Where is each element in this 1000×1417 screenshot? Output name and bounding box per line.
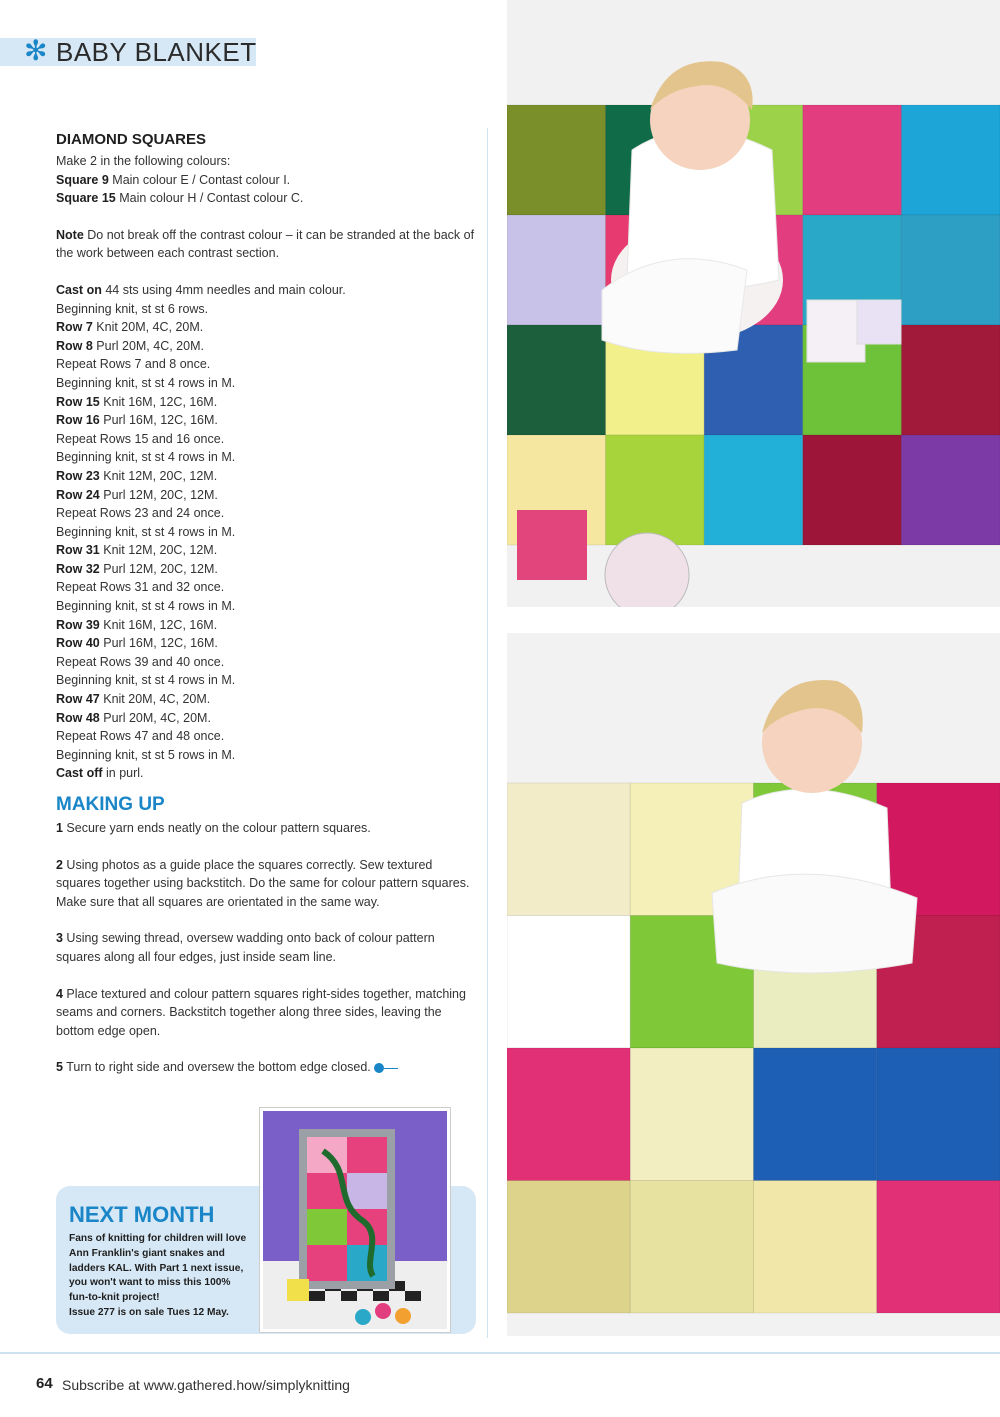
asterisk-icon: ✻ [24,34,48,67]
step-number: 2 [56,857,63,872]
pattern-row [56,523,476,542]
row-label: Row 23 [56,468,100,483]
note-text: Do not break off the contrast colour – it can be stranded at the back of the work between each contrast section. [56,227,475,261]
row-label: Row 47 [56,692,100,707]
blanket-square [630,1048,753,1181]
subscribe-line: Subscribe at www.gathered.how/simplyknitting [62,1377,350,1393]
pattern-row [56,430,476,449]
end-mark-icon [374,1063,384,1073]
step-number: 3 [56,931,63,946]
row-label: Row 48 [56,710,100,725]
row-text: Purl 12M, 20C, 12M. [99,487,218,502]
diamond-squares-title: DIAMOND SQUARES [56,131,207,148]
blanket-square [901,105,1000,215]
row-text: Repeat Rows 23 and 24 once. [56,506,225,521]
note-label: Note [56,227,84,242]
row-text: Knit 12M, 20C, 12M. [99,543,218,558]
pattern-row [56,690,476,709]
end-line [384,1068,398,1069]
row-text: Repeat Rows 39 and 40 once. [56,654,225,669]
row-text: Repeat Rows 15 and 16 once. [56,431,225,446]
step-text: Secure yarn ends neatly on the colour pattern squares. [62,821,371,835]
blanket-square [901,215,1000,325]
next-month-body: Fans of knitting for children will love Ann Franklin's giant snakes and ladders KAL. With Part 1 next issue, you won't want to miss this 100% fun-to-knit project! [69,1233,247,1304]
row-text: Purl 12M, 20C, 12M. [99,561,218,576]
blanket-square [507,1181,630,1314]
pattern-row [56,393,476,412]
making-up-step [56,856,476,912]
making-up-steps [56,819,476,1077]
pattern-row [56,727,476,746]
diamond-intro: Make 2 in the following colours: [56,154,231,168]
pattern-row [56,616,476,635]
row-text: Beginning knit, st st 4 rows in M. [56,524,236,539]
blanket-square [901,435,1000,545]
step-text: Place textured and colour pattern squares right-sides together, matching seams and corners. Backstitch together along three sides, leaving the bottom edge open. [56,986,466,1038]
blanket-square [704,435,803,545]
footer-rule [0,1352,1000,1354]
square-list [56,171,476,208]
row-label: Row 31 [56,543,100,558]
square-spec [56,189,476,208]
blanket-square [507,783,630,916]
column-divider [487,128,488,1338]
blanket-square [877,1181,1000,1314]
row-label: Row 15 [56,394,100,409]
pattern-row [56,318,476,337]
photo-colour-blanket [507,633,1000,1336]
blanket-square [901,325,1000,435]
pattern-row [56,634,476,653]
row-text: Knit 20M, 4C, 20M. [92,320,204,335]
row-text: Repeat Rows 31 and 32 once. [56,580,225,595]
row-text: Beginning knit, st st 4 rows in M. [56,375,236,390]
row-text: Beginning knit, st st 5 rows in M. [56,747,236,762]
blanket-square [507,1048,630,1181]
row-text: Purl 16M, 12C, 16M. [99,413,218,428]
square-label: Square 15 [56,191,116,206]
step-number: 5 [56,1060,63,1075]
blanket-square [606,435,705,545]
note [56,226,476,263]
making-up-step [56,819,476,838]
next-month-title: NEXT MONTH [69,1202,215,1227]
making-up-title: MAKING UP [56,794,165,815]
pattern-row [56,560,476,579]
pattern-row [56,578,476,597]
pattern-row [56,653,476,672]
blanket-square [754,1181,877,1314]
row-label: Row 8 [56,338,93,353]
row-text: in purl. [102,766,144,781]
row-label: Cast on [56,282,102,297]
next-month-text [69,1232,249,1321]
section-title: BABY BLANKET [56,37,257,67]
square-label: Square 9 [56,172,109,187]
row-text: Beginning knit, st st 4 rows in M. [56,673,236,688]
blanket-square [630,1181,753,1314]
step-number: 4 [56,986,63,1001]
step-text: Using sewing thread, oversew wadding onto back of colour pattern squares along all four edges, just inside seam line. [56,931,435,964]
next-month-photo [260,1108,450,1332]
pattern-column [56,130,476,1095]
row-text: Beginning knit, st st 4 rows in M. [56,450,236,465]
pattern-row [56,764,476,783]
step-text: Turn to right side and oversew the bottom edge closed. [62,1060,371,1075]
square-text: Main colour H / Contast colour C. [115,191,304,206]
pattern-row [56,486,476,505]
row-text: Beginning knit, st st 4 rows in M. [56,599,236,614]
row-text: Purl 20M, 4C, 20M. [92,338,204,353]
row-label: Cast off [56,766,103,781]
pattern-row [56,504,476,523]
pattern-row [56,448,476,467]
square-text: Main colour E / Contast colour I. [108,172,291,187]
pattern-rows [56,281,476,783]
row-text: Repeat Rows 47 and 48 once. [56,729,225,744]
row-text: 44 sts using 4mm needles and main colour. [101,282,346,297]
row-text: Purl 20M, 4C, 20M. [99,710,211,725]
photo-textured-blanket [507,0,1000,607]
next-month-issue: Issue 277 is on sale Tues 12 May. [69,1306,229,1318]
making-up-step [56,1058,476,1077]
row-text: Knit 12M, 20C, 12M. [99,468,218,483]
step-text: Using photos as a guide place the squares correctly. Sew textured squares together using backstitch. Do the same for colour pattern squares. Make sure that all squares are orientated in the same way. [56,857,470,909]
row-label: Row 24 [56,487,100,502]
blanket-square [507,215,606,325]
pattern-row [56,597,476,616]
row-label: Row 7 [56,320,93,335]
blanket-square [754,1048,877,1181]
row-text: Repeat Rows 7 and 8 once. [56,357,211,372]
row-text: Knit 20M, 4C, 20M. [99,692,211,707]
row-label: Row 39 [56,617,100,632]
blanket-square [507,916,630,1049]
page-number: 64 [36,1375,53,1392]
row-text: Knit 16M, 12C, 16M. [99,617,218,632]
pattern-row [56,337,476,356]
pattern-row [56,541,476,560]
making-up-step [56,985,476,1041]
blanket-square [803,105,902,215]
pattern-row [56,355,476,374]
step-number: 1 [56,821,63,835]
making-up-step [56,929,476,966]
pattern-row [56,411,476,430]
blanket-square [877,1048,1000,1181]
pattern-row [56,746,476,765]
pattern-row [56,709,476,728]
blanket-square [507,105,606,215]
pattern-row [56,467,476,486]
row-text: Knit 16M, 12C, 16M. [99,394,218,409]
square-spec [56,171,476,190]
row-label: Row 40 [56,636,100,651]
row-text: Purl 16M, 12C, 16M. [99,636,218,651]
blanket-square [507,325,606,435]
row-label: Row 16 [56,413,100,428]
pattern-row [56,300,476,319]
pattern-row [56,671,476,690]
row-label: Row 32 [56,561,100,576]
pattern-row [56,281,476,300]
blanket-square [803,435,902,545]
row-text: Beginning knit, st st 6 rows. [56,301,209,316]
pattern-row [56,374,476,393]
